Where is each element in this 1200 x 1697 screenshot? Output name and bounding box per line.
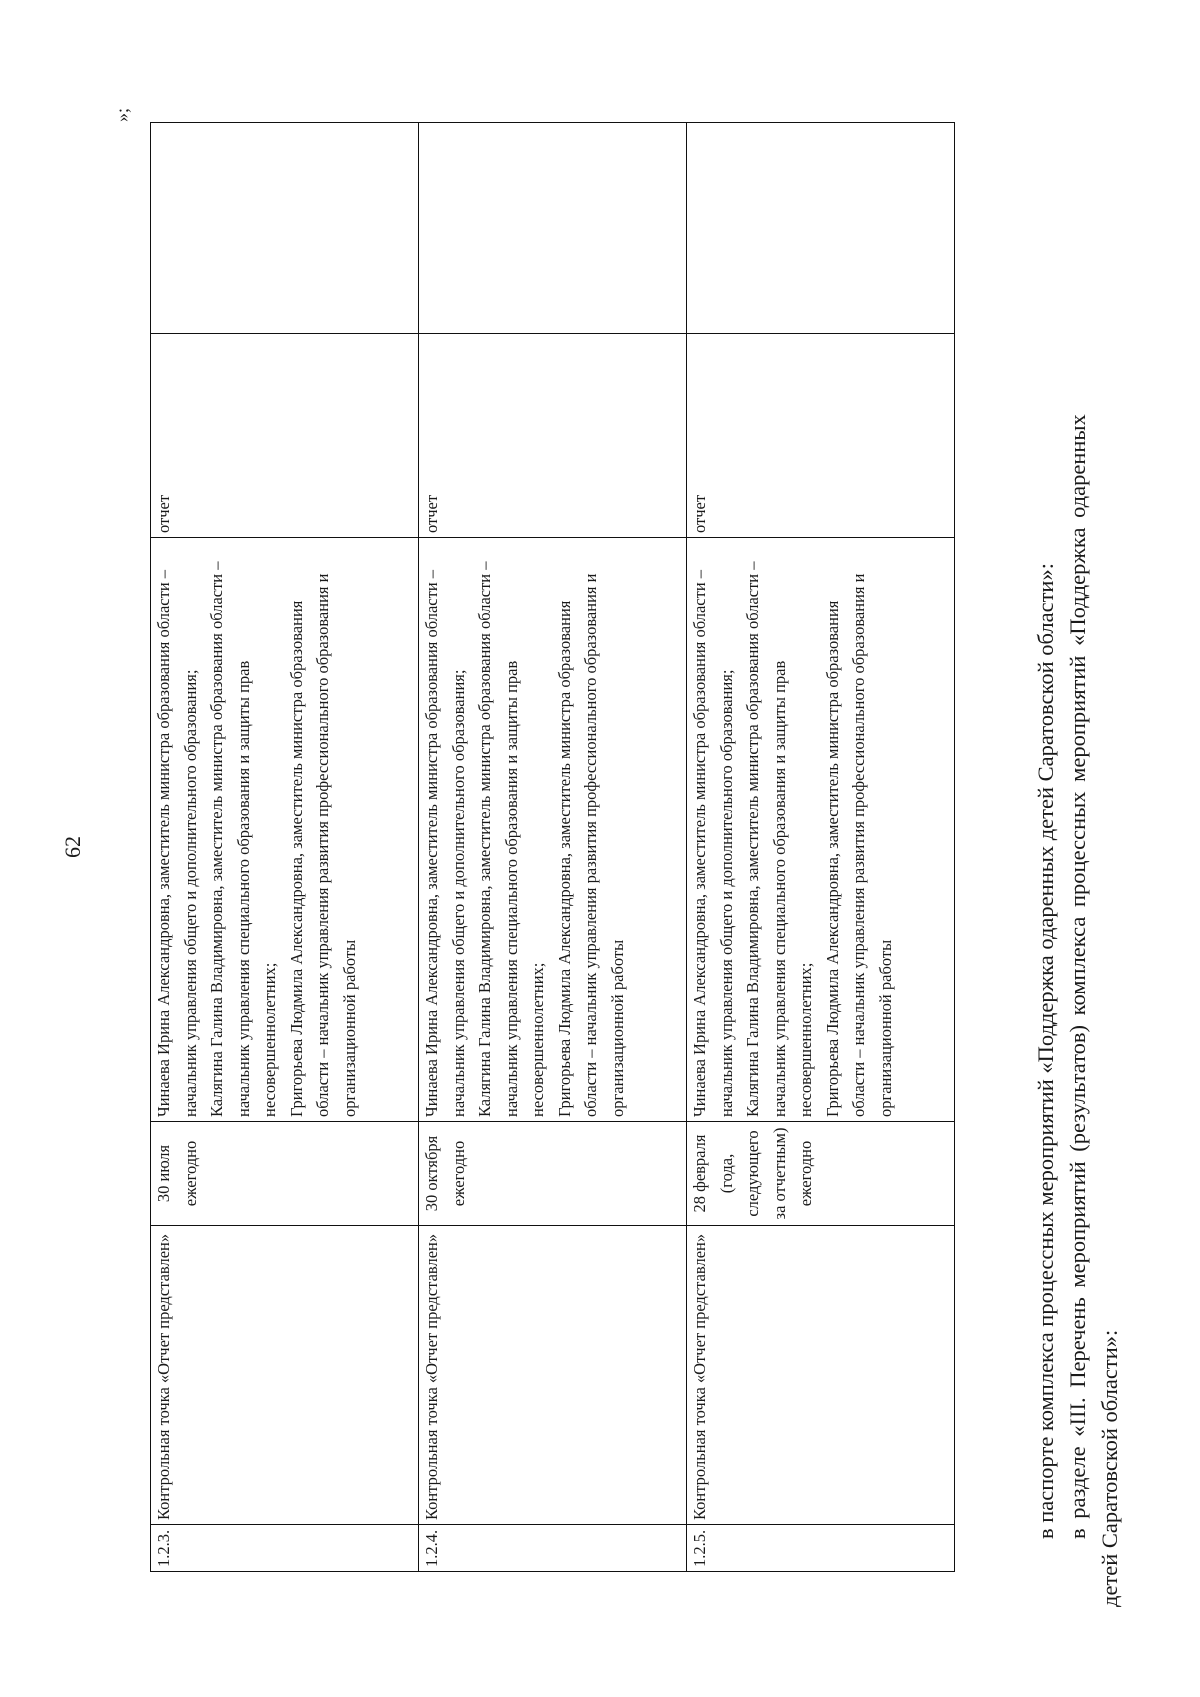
- responsible-person: Григорьева Людмила Александровна, заместитель министра образования области – начальник управления развития профессионального образования и организационной работы: [286, 573, 359, 1117]
- deadline-line: ежегодно: [180, 1140, 200, 1207]
- document-type: отчет: [687, 334, 955, 538]
- measures-table: [150, 122, 955, 1572]
- empty-cell: [419, 123, 687, 334]
- document-type: отчет: [151, 334, 419, 538]
- deadline: [151, 1122, 419, 1226]
- measure-name: Контрольная точка «Отчет представлен»: [687, 1226, 955, 1525]
- responsible-person: Калягина Галина Владимировна, заместитель министра образования области – начальник управления специального образования и защиты прав несовершеннолетних;: [743, 561, 815, 1117]
- deadline-line: (года,: [716, 1153, 736, 1194]
- responsible-person: Чинаева Ирина Александровна, заместитель министра образования области – начальник управления общего и дополнительного образования;: [690, 569, 736, 1117]
- deadline: [687, 1122, 955, 1226]
- empty-cell: [687, 123, 955, 334]
- responsible-person: Калягина Галина Владимировна, заместитель министра образования области – начальник управления специального образования и защиты прав несовершеннолетних;: [475, 561, 547, 1117]
- responsible-person: Григорьева Людмила Александровна, заместитель министра образования области – начальник управления развития профессионального образования и организационной работы: [554, 573, 627, 1117]
- deadline-line: 28 февраля: [690, 1134, 709, 1213]
- responsible-persons: [151, 538, 419, 1122]
- row-number: 1.2.3.: [151, 1525, 419, 1572]
- responsible-person: Калягина Галина Владимировна, заместитель министра образования области – начальник управления специального образования и защиты прав несовершеннолетних;: [207, 561, 279, 1117]
- deadline-line: за отчетным): [769, 1127, 789, 1220]
- document-type: отчет: [419, 334, 687, 538]
- responsible-persons: [419, 538, 687, 1122]
- footer-paragraph-2: [1062, 117, 1126, 1607]
- table-row: [419, 123, 687, 1572]
- row-number: 1.2.5.: [687, 1525, 955, 1572]
- responsible-person: Григорьева Людмила Александровна, заместитель министра образования области – начальник управления развития профессионального образования и организационной работы: [822, 573, 895, 1117]
- closing-quote-mark: »;: [112, 107, 132, 122]
- deadline: [419, 1122, 687, 1226]
- table-row: [151, 123, 419, 1572]
- page-number: 62: [60, 836, 85, 858]
- deadline-line: 30 октября: [422, 1135, 441, 1212]
- deadline-line: ежегодно: [796, 1140, 815, 1207]
- row-number: 1.2.4.: [419, 1525, 687, 1572]
- footer-text: в разделе «III. Перечень мероприятий (результатов) комплекса процессных мероприятий «Поддержка одаренных: [1065, 414, 1090, 1539]
- responsible-persons: [687, 538, 955, 1122]
- measure-name: Контрольная точка «Отчет представлен»: [151, 1226, 419, 1525]
- table-row: [687, 123, 955, 1572]
- responsible-person: Чинаева Ирина Александровна, заместитель министра образования области – начальник управления общего и дополнительного образования;: [154, 569, 200, 1117]
- responsible-person: Чинаева Ирина Александровна, заместитель министра образования области – начальник управления общего и дополнительного образования;: [422, 569, 468, 1117]
- measure-name: Контрольная точка «Отчет представлен»: [419, 1226, 687, 1525]
- footer-text: в паспорте комплекса процессных мероприятий «Поддержка одаренных детей Саратовской области»:: [1033, 563, 1058, 1539]
- empty-cell: [151, 123, 419, 334]
- deadline-line: ежегодно: [448, 1140, 468, 1207]
- footer-text: детей Саратовской области»:: [1097, 1329, 1122, 1607]
- deadline-line: следующего: [743, 1130, 762, 1217]
- deadline-line: 30 июля: [154, 1144, 173, 1203]
- footer-paragraph-1: [1030, 117, 1062, 1607]
